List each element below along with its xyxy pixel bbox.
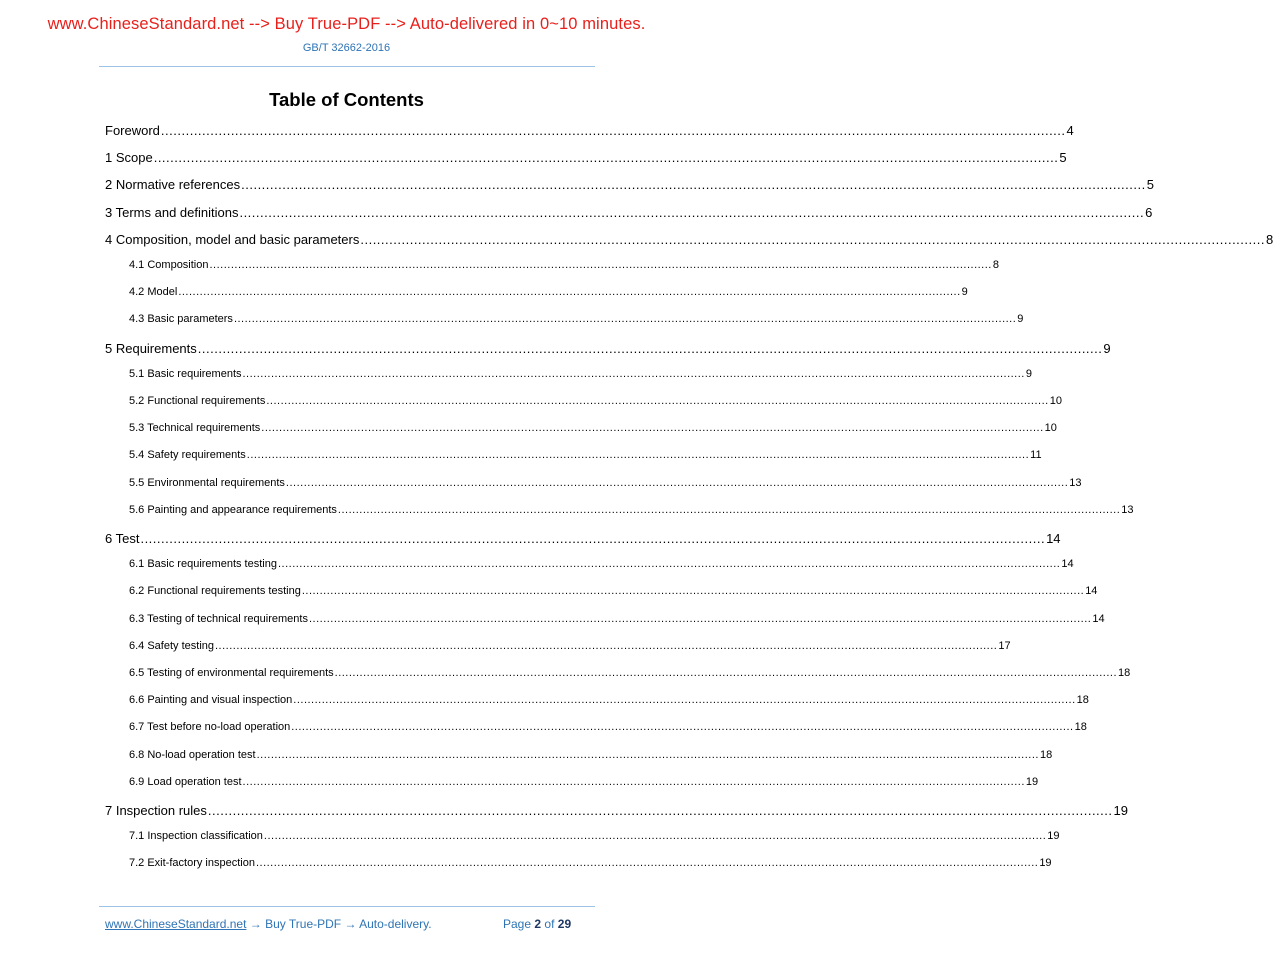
toc-entry-label: 6.9 Load operation test <box>129 775 242 788</box>
toc-entry[interactable] <box>129 639 1011 652</box>
toc-dot-leader: ............................................................................................................................................................................................................................ <box>241 177 1146 193</box>
toc-entry-label: 5.1 Basic requirements <box>129 367 242 380</box>
toc-entry-label: 5.5 Environmental requirements <box>129 476 285 489</box>
toc-entry-label: 3 Terms and definitions <box>105 204 239 220</box>
toc-dot-leader: ............................................................................................................................................................................................................................ <box>242 367 1025 380</box>
toc-entry-label: 4.1 Composition <box>129 259 209 271</box>
toc-entry-page: 14 <box>1046 531 1061 546</box>
toc-entry-page: 9 <box>961 286 968 299</box>
toc-entry[interactable] <box>129 476 1082 489</box>
toc-entry-page: 19 <box>1047 830 1060 843</box>
toc-dot-leader: ............................................................................................................................................................................................................................ <box>277 558 1061 571</box>
toc-entry[interactable] <box>129 612 1105 625</box>
toc-entry-label: 6 Test <box>105 531 140 546</box>
toc-dot-leader: ............................................................................................................................................................................................................................ <box>178 286 961 299</box>
toc-entry[interactable] <box>129 503 1134 516</box>
toc-entry[interactable] <box>129 558 1074 571</box>
page-of: of <box>544 917 555 931</box>
toc-entry-label: 6.4 Safety testing <box>129 639 214 652</box>
toc-entry[interactable] <box>129 775 1039 788</box>
toc-dot-leader: ............................................................................................................................................................................................................................ <box>246 449 1030 462</box>
page-total: 29 <box>557 917 572 931</box>
toc-entry-label: 6.8 No-load operation test <box>129 748 256 761</box>
footer-divider <box>99 906 595 907</box>
header-divider <box>99 66 595 67</box>
toc-dot-leader: ............................................................................................................................................................................................................................ <box>153 150 1059 166</box>
toc-dot-leader: ............................................................................................................................................................................................................................ <box>261 422 1044 435</box>
purchase-banner[interactable]: www.ChineseStandard.net --> Buy True-PDF --> Auto-delivered in 0~10 minutes. <box>47 15 646 33</box>
toc-dot-leader: ............................................................................................................................................................................................................................ <box>266 395 1049 407</box>
toc-dot-leader: ............................................................................................................................................................................................................................ <box>242 775 1025 788</box>
toc-entry-page: 17 <box>998 639 1011 652</box>
toc-entry[interactable] <box>129 585 1098 598</box>
toc-dot-leader: ............................................................................................................................................................................................................................ <box>160 123 1066 138</box>
toc-entry-page: 18 <box>1074 721 1087 734</box>
toc-entry-page: 14 <box>1061 558 1074 571</box>
toc-entry[interactable] <box>129 694 1089 707</box>
toc-dot-leader: ............................................................................................................................................................................................................................ <box>285 476 1069 489</box>
toc-entry-label: 6.7 Test before no-load operation <box>129 721 291 734</box>
toc-dot-leader: ............................................................................................................................................................................................................................ <box>256 748 1039 761</box>
toc-entry-page: 6 <box>1145 204 1153 220</box>
toc-entry-label: 7 Inspection rules <box>105 803 207 818</box>
toc-entry-page: 8 <box>1265 231 1273 247</box>
toc-dot-leader: ............................................................................................................................................................................................................................ <box>209 259 992 271</box>
toc-dot-leader: ............................................................................................................................................................................................................................ <box>293 694 1076 707</box>
toc-entry-label: 6.2 Functional requirements testing <box>129 585 301 598</box>
toc-entry[interactable] <box>129 313 1024 326</box>
toc-dot-leader: ............................................................................................................................................................................................................................ <box>233 313 1017 326</box>
toc-entry[interactable] <box>129 395 1062 407</box>
toc-dot-leader: ............................................................................................................................................................................................................................ <box>291 721 1074 734</box>
toc-entry-label: 2 Normative references <box>105 177 241 193</box>
toc-entry[interactable] <box>129 667 1131 679</box>
toc-entry-label: 4.2 Model <box>129 286 178 299</box>
toc-entry[interactable] <box>105 204 1153 220</box>
toc-entry-page: 13 <box>1121 503 1134 516</box>
toc-entry-label: 5.4 Safety requirements <box>129 449 246 462</box>
toc-entry-label: 4.3 Basic parameters <box>129 313 233 326</box>
toc-entry-label: 6.3 Testing of technical requirements <box>129 612 308 625</box>
page-current: 2 <box>534 917 542 931</box>
toc-dot-leader: ............................................................................................................................................................................................................................ <box>207 803 1113 818</box>
toc-entry-label: 6.5 Testing of environmental requirements <box>129 667 334 679</box>
toc-dot-leader: ............................................................................................................................................................................................................................ <box>197 340 1103 356</box>
toc-entry-label: Foreword <box>105 123 160 138</box>
toc-entry-label: 4 Composition, model and basic parameters <box>105 231 360 247</box>
toc-entry[interactable] <box>129 721 1087 734</box>
toc-entry[interactable] <box>129 259 999 271</box>
toc-entry-page: 11 <box>1030 449 1042 462</box>
toc-entry-label: 5.6 Painting and appearance requirements <box>129 503 337 516</box>
toc-entry-page: 10 <box>1044 422 1057 435</box>
toc-dot-leader: ............................................................................................................................................................................................................................ <box>308 612 1092 625</box>
toc-entry-page: 4 <box>1066 123 1074 138</box>
toc-entry-label: 5.2 Functional requirements <box>129 395 266 407</box>
footer-url[interactable]: www.ChineseStandard.net <box>105 917 247 931</box>
toc-entry-label: 5.3 Technical requirements <box>129 422 261 435</box>
toc-entry-page: 9 <box>1017 313 1024 326</box>
toc-dot-leader: ............................................................................................................................................................................................................................ <box>215 639 998 652</box>
toc-dot-leader: ............................................................................................................................................................................................................................ <box>140 531 1046 546</box>
page-word: Page <box>503 917 532 931</box>
toc-entry-page: 5 <box>1059 150 1067 166</box>
toc-entry-page: 9 <box>1103 340 1111 356</box>
toc-entry[interactable] <box>129 830 1060 843</box>
toc-entry[interactable] <box>129 367 1032 380</box>
toc-entry[interactable] <box>129 286 968 299</box>
toc-entry[interactable] <box>105 340 1111 356</box>
toc-dot-leader: ............................................................................................................................................................................................................................ <box>239 204 1145 220</box>
toc-entry-label: 7.1 Inspection classification <box>129 830 263 843</box>
toc-entry-page: 9 <box>1025 367 1032 380</box>
toc-entry[interactable] <box>129 422 1057 435</box>
toc-entry-page: 19 <box>1113 803 1128 818</box>
toc-entry-page: 5 <box>1146 177 1154 193</box>
toc-entry-page: 18 <box>1118 667 1131 679</box>
toc-entry-page: 19 <box>1039 857 1052 870</box>
toc-entry-page: 13 <box>1069 476 1082 489</box>
toc-entry[interactable] <box>105 531 1061 546</box>
toc-entry-page: 10 <box>1049 395 1062 407</box>
toc-entry[interactable] <box>105 231 1273 247</box>
toc-dot-leader: ............................................................................................................................................................................................................................ <box>301 585 1085 598</box>
standard-number: GB/T 32662-2016 <box>302 42 391 54</box>
toc-entry[interactable] <box>129 857 1052 870</box>
toc-dot-leader: ............................................................................................................................................................................................................................ <box>334 667 1117 679</box>
toc-entry-page: 14 <box>1092 612 1105 625</box>
toc-dot-leader: ............................................................................................................................................................................................................................ <box>263 830 1047 843</box>
toc-entry-label: 5 Requirements <box>105 340 197 356</box>
footer-store-link[interactable] <box>105 917 432 931</box>
toc-entry[interactable] <box>105 177 1154 193</box>
toc-entry[interactable] <box>105 803 1128 818</box>
toc-entry-page: 18 <box>1076 694 1089 707</box>
toc-entry-label: 6.1 Basic requirements testing <box>129 558 277 571</box>
toc-dot-leader: ............................................................................................................................................................................................................................ <box>360 231 1265 247</box>
toc-dot-leader: ............................................................................................................................................................................................................................ <box>255 857 1039 870</box>
toc-entry-page: 19 <box>1025 775 1039 788</box>
toc-entry[interactable] <box>129 449 1042 462</box>
toc-entry[interactable] <box>129 748 1053 761</box>
toc-entry-label: 1 Scope <box>105 150 153 166</box>
toc-entry-label: 6.6 Painting and visual inspection <box>129 694 293 707</box>
footer-link-text: → Buy True-PDF → Auto-delivery. <box>246 917 432 931</box>
page-title: Table of Contents <box>269 89 424 110</box>
page-indicator <box>503 917 571 931</box>
toc-entry-page: 14 <box>1085 585 1098 598</box>
toc-dot-leader: ............................................................................................................................................................................................................................ <box>337 503 1121 516</box>
toc-entry-page: 8 <box>992 259 999 271</box>
toc-entry[interactable] <box>105 123 1074 138</box>
toc-entry-page: 18 <box>1039 748 1053 761</box>
toc-entry[interactable] <box>105 150 1067 166</box>
toc-entry-label: 7.2 Exit-factory inspection <box>129 857 255 870</box>
